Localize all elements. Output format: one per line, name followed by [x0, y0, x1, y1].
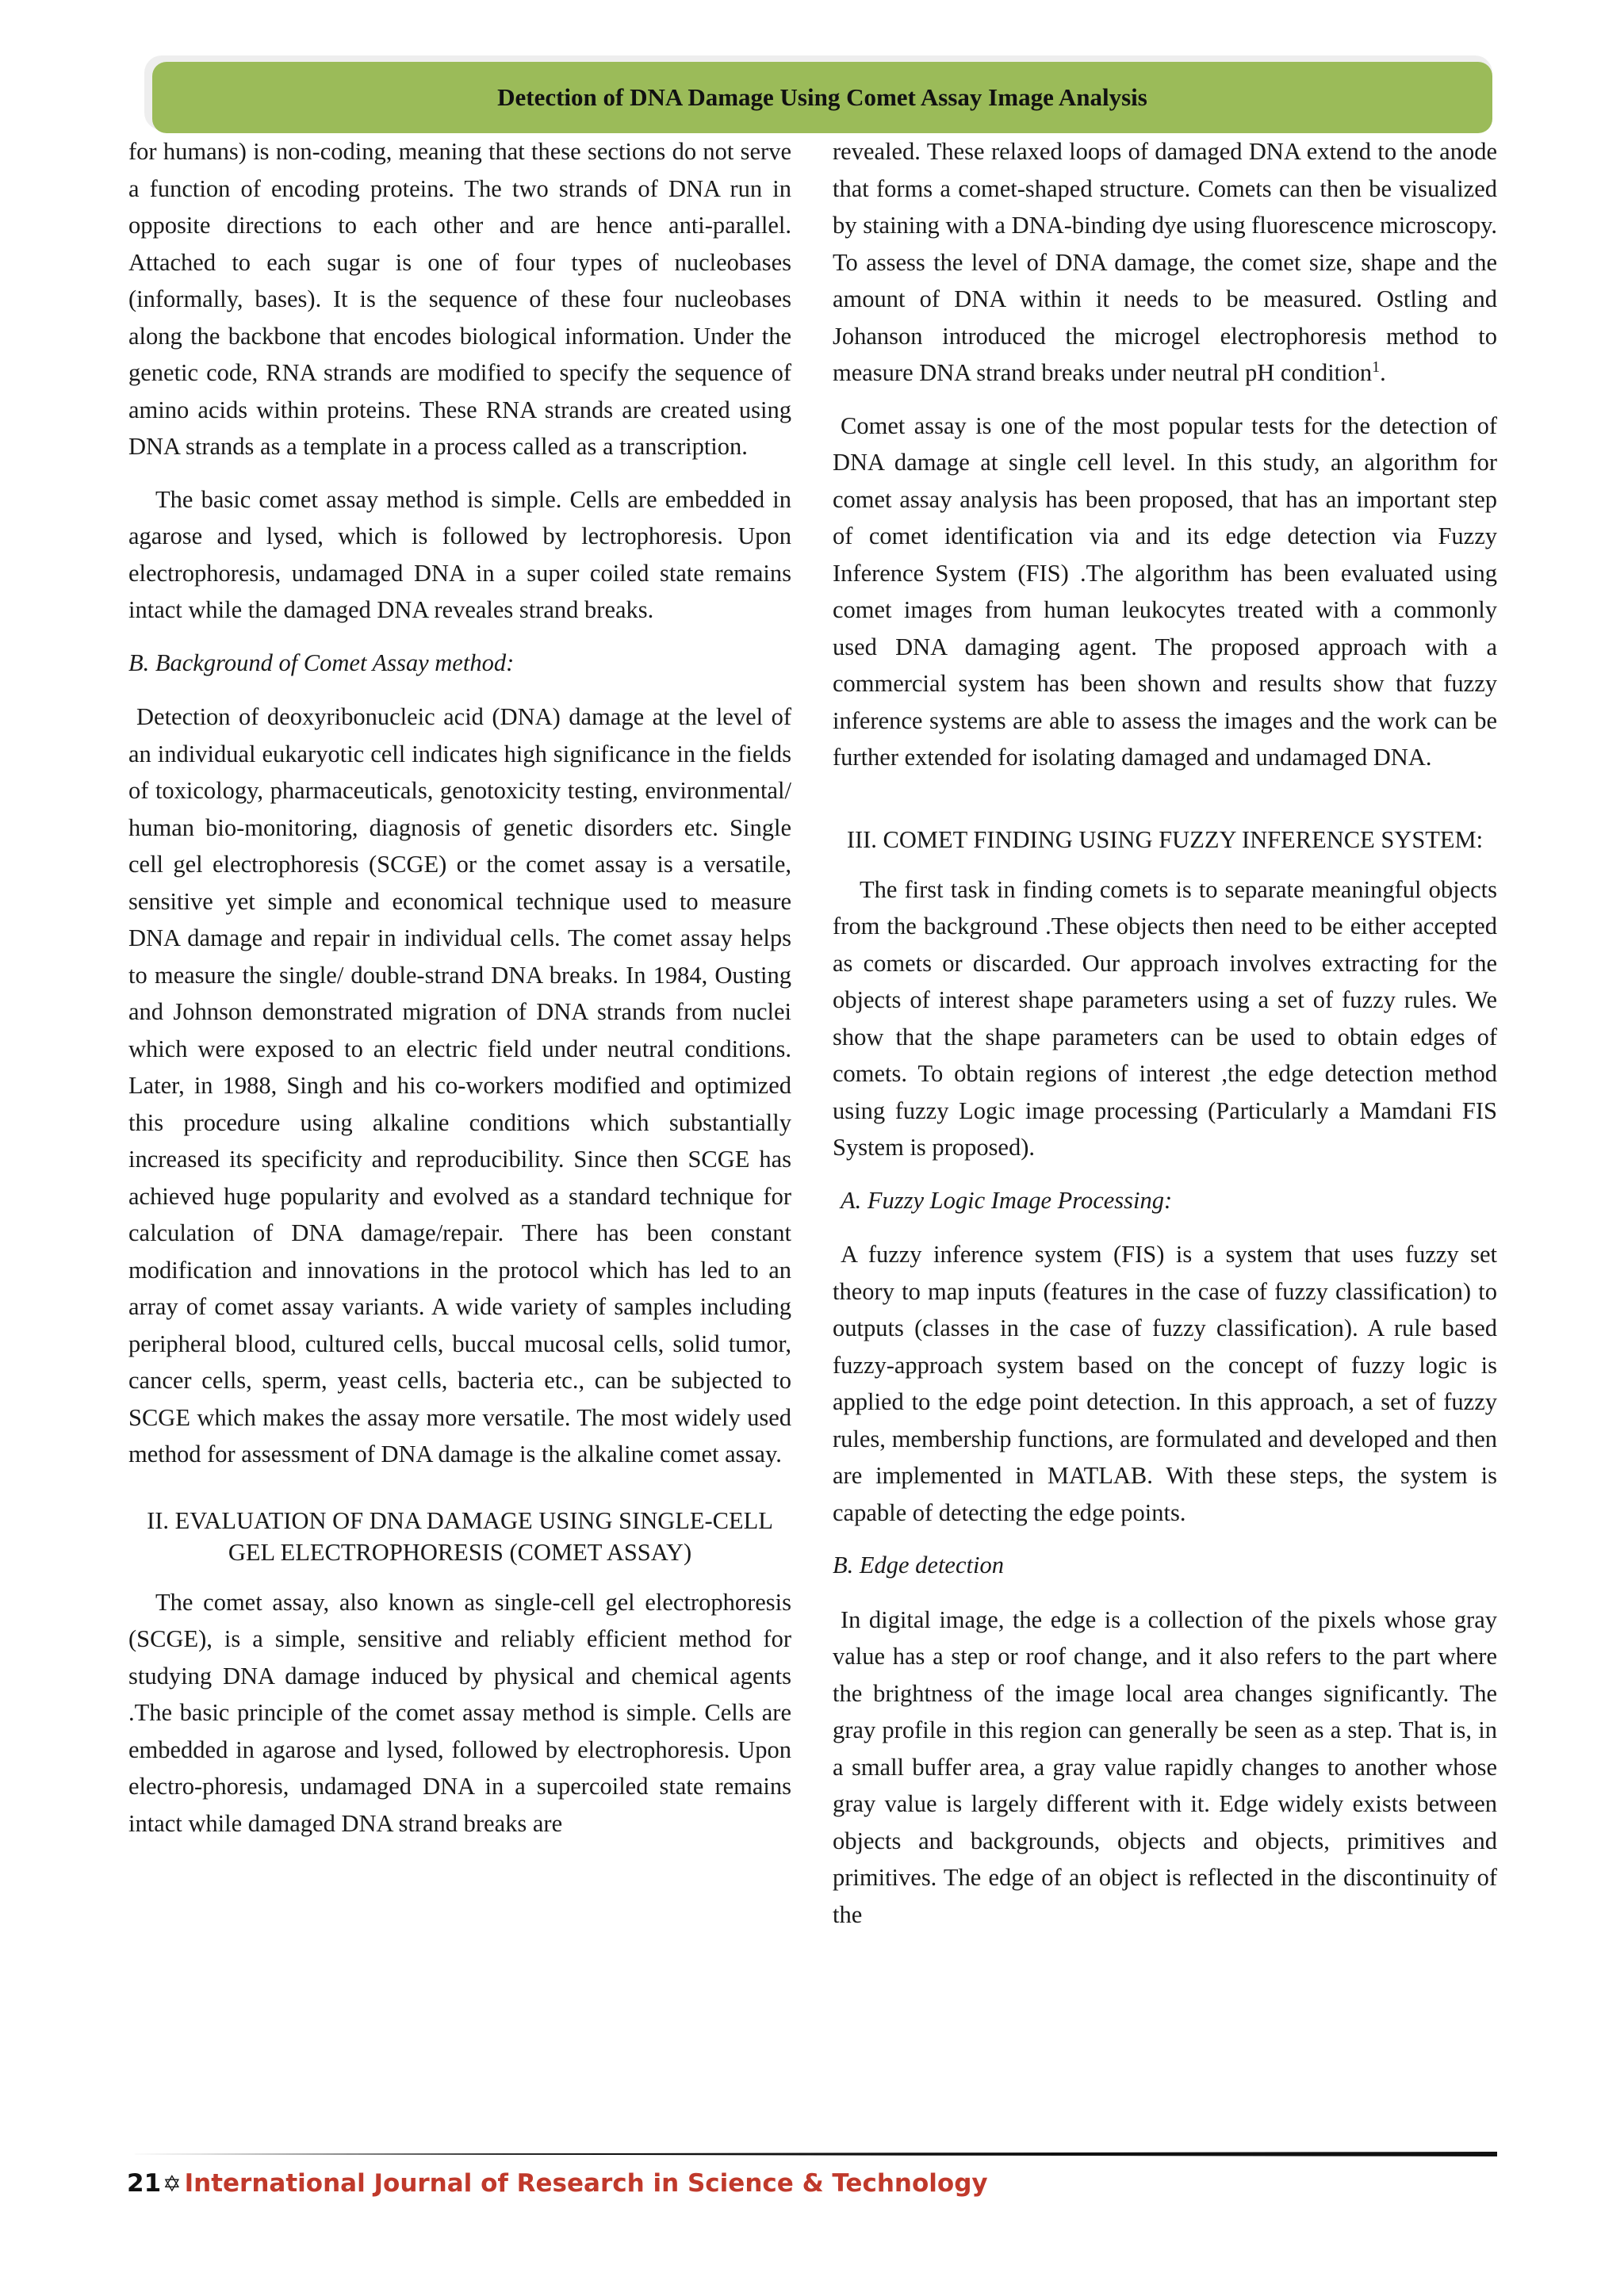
page-footer	[127, 2169, 988, 2198]
right-paragraph-3: The first task in finding comets is to separate meaningful objects from the background .These objects then need to be either accepted as comets or discarded. Our approach involves extracting for the objects of interest shape parameters using a set of fuzzy rules. We show that the shape parameters can be used to obtain edges of comets. To obtain regions of interest ,the edge detection method using fuzzy Logic image processing (Particularly a Mamdani FIS System is proposed).	[833, 875, 1497, 1161]
star-icon: ✡	[163, 2170, 182, 2197]
right-paragraph-4: A fuzzy inference system (FIS) is a system that uses fuzzy set theory to map inputs (features in the case of fuzzy classification) to outputs (classes in the case of fuzzy classification). A rule based fuzzy-approach system based on the concept of fuzzy logic is applied to the edge point detection. In this approach, a set of fuzzy rules, membership functions, are formulated and developed and then are implemented in MATLAB. With these steps, the system is capable of detecting the edge points.	[833, 1241, 1497, 1526]
right-paragraph-1-text: revealed. These relaxed loops of damaged DNA extend to the anode that forms a comet-shaped structure. Comets can then be visualized by staining with a DNA-binding dye using fluorescence microscopy. To assess the level of DNA damage, the comet size, shape and the amount of DNA within it needs to be measured. Ostling and Johanson introduced the microgel electrophoresis method to measure DNA strand breaks under neutral pH condition	[833, 138, 1497, 386]
journal-name: International Journal of Research in Science & Technology	[184, 2169, 988, 2198]
left-column	[128, 133, 791, 1858]
section-heading-ii: II. EVALUATION OF DNA DAMAGE USING SINGLE-CELL GEL ELECTROPHORESIS (COMET ASSAY)	[147, 1506, 773, 1566]
subheading-background-comet-assay: B. Background of Comet Assay method:	[128, 649, 515, 676]
subheading-edge-detection: B. Edge detection	[833, 1552, 1004, 1578]
right-paragraph-2: Comet assay is one of the most popular tests for the detection of DNA damage at single cell level. In this study, an algorithm for comet assay analysis has been proposed, that has an important step of comet identification via and its edge detection via Fuzzy Inference System (FIS) .The algorithm has been evaluated using comet images from human leukocytes treated with a commonly used DNA damaging agent. The proposed approach with a commercial system has been shown and results show that fuzzy inference systems are able to assess the images and the work can be further extended for isolating damaged and undamaged DNA.	[833, 411, 1497, 771]
running-header-title: Detection of DNA Damage Using Comet Assay Image Analysis	[497, 83, 1147, 111]
subheading-fuzzy-logic: A. Fuzzy Logic Image Processing:	[841, 1186, 1173, 1214]
right-column	[833, 133, 1497, 1949]
right-paragraph-5: In digital image, the edge is a collection of the pixels whose gray value has a step or roof change, and it also refers to the part where the brightness of the image local area changes significantly. The gray profile in this region can generally be seen as a step. That is, in a small buffer area, a gray value rapidly changes to another whose gray value is largely different with it. Edge widely exists between objects and backgrounds, objects and objects, primitives and primitives. The edge of an object is reflected in the discontinuity of the	[833, 1605, 1497, 1928]
right-paragraph-1-end: .	[1380, 359, 1386, 386]
citation-superscript: 1	[1372, 358, 1381, 376]
page-number: 21	[127, 2169, 162, 2198]
right-paragraph-1	[833, 133, 1497, 392]
left-paragraph-3: Detection of deoxyribonucleic acid (DNA) damage at the level of an individual eukaryotic cell indicates high significance in the fields of toxicology, pharmaceuticals, genotoxicity testing, environmental/ human bio-monitoring, diagnosis of genetic disorders etc. Single cell gel electrophoresis (SCGE) or the comet assay is a versatile, sensitive yet simple and economical technique used to measure DNA damage and repair in individual cells. The comet assay helps to measure the single/ double-strand DNA breaks. In 1984, Ousting and Johnson demonstrated migration of DNA strands from nuclei which were exposed to an electric field under neutral conditions. Later, in 1988, Singh and his co-workers modified and optimized this procedure using alkaline conditions which substantially increased its specificity and reproducibility. Since then SCGE has achieved huge popularity and evolved as a standard technique for calculation of DNA damage/repair. There has been constant modification and innovations in the protocol which has led to an array of comet assay variants. A wide variety of samples including peripheral blood, cultured cells, buccal mucosal cells, solid tumor, cancer cells, sperm, yeast cells, bacteria etc., can be subjected to SCGE which makes the assay more versatile. The most widely used method for assessment of DNA damage is the alkaline comet assay.	[128, 703, 791, 1468]
footer-rule	[127, 2152, 1497, 2156]
left-paragraph-2: The basic comet assay method is simple. Cells are embedded in agarose and lysed, which is followed by lectrophoresis. Upon electrophoresis, undamaged DNA in a super coiled state remains intact while the damaged DNA reveales strand breaks.	[128, 485, 791, 623]
section-heading-iii: III. COMET FINDING USING FUZZY INFERENCE SYSTEM:	[846, 825, 1484, 853]
left-paragraph-4: The comet assay, also known as single-cell gel electrophoresis (SCGE), is a simple, sensitive and reliably efficient method for studying DNA damage induced by physical and chemical agents .The basic principle of the comet assay method is simple. Cells are embedded in agarose and lysed, followed by electrophoresis. Upon electro-phoresis, undamaged DNA in a supercoiled state remains intact while damaged DNA strand breaks are	[128, 1588, 791, 1837]
running-header	[152, 62, 1492, 133]
left-paragraph-1: for humans) is non-coding, meaning that these sections do not serve a function of encoding proteins. The two strands of DNA run in opposite directions to each other and are hence anti-parallel. Attached to each sugar is one of four types of nucleobases (informally, bases). It is the sequence of these four nucleobases along the backbone that encodes biological information. Under the genetic code, RNA strands are modified to specify the sequence of amino acids within proteins. These RNA strands are created using DNA strands as a template in a process called as a transcription.	[128, 138, 791, 460]
